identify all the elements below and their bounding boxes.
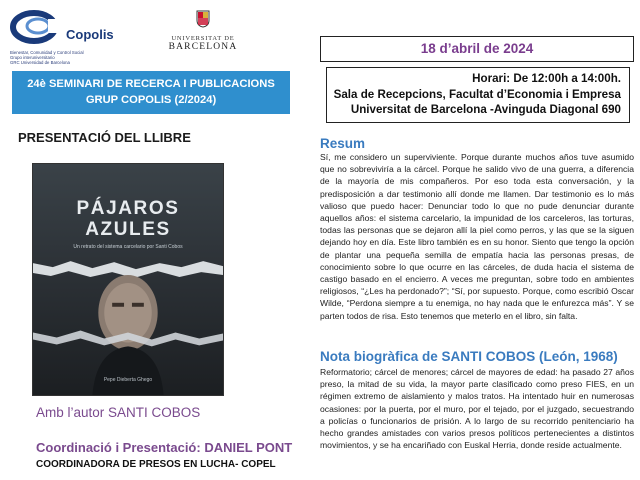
copolis-logo	[10, 7, 140, 65]
ub-word2: BARCELONA	[168, 42, 238, 52]
copolis-tagline	[10, 50, 150, 66]
book-title-line1: PÁJAROS	[76, 198, 180, 219]
resum-heading: Resum	[320, 136, 366, 151]
book-title-line2: AZULES	[85, 219, 171, 240]
ub-logo	[168, 10, 238, 52]
event-time: Horari: De 12:00h a 14:00h.	[472, 72, 621, 85]
section-heading: PRESENTACIÓ DEL LLIBRE	[18, 130, 191, 145]
banner-line2: GRUP COPOLIS (2/2024)	[85, 94, 217, 106]
event-address: Universitat de Barcelona -Avinguda Diagonal 690	[350, 103, 621, 116]
copolis-tagline-line: GRC Universidad de Barcelona	[10, 60, 70, 66]
copolis-name: Copolis	[66, 27, 114, 42]
copolis-tagline-line: Grupo interuniversitario	[10, 55, 55, 61]
ub-shield-icon	[196, 10, 210, 28]
event-room: Sala de Recepcions, Facultat d’Economia i Empresa	[333, 87, 621, 101]
seminar-banner	[12, 71, 290, 114]
coordination-line: Coordinació i Presentació: DANIEL PONT	[36, 440, 293, 455]
copolis-tagline-line: Bienestar, Comunidad y Control Social	[10, 50, 84, 55]
event-info-box	[326, 67, 630, 123]
banner-line1: 24è SEMINARI DE RECERCA I PUBLICACIONS	[27, 78, 275, 90]
book-title	[33, 198, 223, 240]
organisation-line: COORDINADORA DE PRESOS EN LUCHA- COPEL	[36, 459, 276, 470]
bio-text: Reformatorio; cárcel de menores; cárcel de mayores de edad: ha pasado 27 años preso, la mitad de su vida, la mayor parte clasificado como preso FIES, en un régimen extremo de aislamiento y malos tratos. Ha intentado huir en numerosas ocasiones: por la puerta, por el muro, por el tejado, por el juzgado, secuestrando a policías o funcionarios de prisión. A lo largo de su recorrido penitenciario ha hecho grandes amistades con varios presos políticos pertenecientes a distintos movimientos, y se ha encariñado con Euskal Herria, donde reside actualmente.	[320, 367, 634, 451]
copolis-swirl-icon	[10, 7, 64, 47]
author-line: Amb l’autor SANTI COBOS	[36, 405, 201, 420]
book-cover-image	[32, 163, 224, 396]
date-box	[320, 36, 634, 62]
resum-text: Sí, me considero un superviviente. Porque durante muchos años tuve asumido que no sobreviviría a la cárcel. Porque he salido vivo de una guerra, a diferencia de la mayoría de mis compañeros. Por eso toda esta conversación, y la predisposición a dar testimonio allí donde me llamen. Dar testimonio es lo más valioso que puedo hacer: Denunciar todo lo que no pude denunciar durante aquellos años: el sistema carcelario, la impunidad de los carceleros, las torturas, todas las personas que se dejaron allí la piel como perros, y las que se la siguen dejando hoy en día. Este libro también es en su honor. Siento que tengo la opción de plantar una pequeña semilla de empatía hacia las personas presas, de conocimiento sobre lo que ocurre en las cárceles, de duda hacia el sistema de castigo basado en el encierro. A veces me preguntan, sobre todo en ambientes religiosos, “¿Les ha perdonado?”; “Sí, por supuesto. Porque, como escribió Oscar Wilde, “Perdona siempre a tu enemiga, no hay nada que le enfurezca más”. Y se parten todos de risa. Esto tenemos que meterlo en el libro, sin falta.	[320, 152, 634, 321]
ub-word1: UNIVERSITAT DE	[171, 35, 235, 42]
book-footer: Pepe Dieberta Ghego	[103, 377, 153, 383]
event-date: 18 d’abril de 2024	[420, 41, 534, 56]
bio-heading: Nota biogràfica de SANTI COBOS (León, 1968)	[320, 349, 618, 364]
book-subtitle: Un retrato del sistema carcelario por Santi Cobos	[73, 244, 183, 250]
